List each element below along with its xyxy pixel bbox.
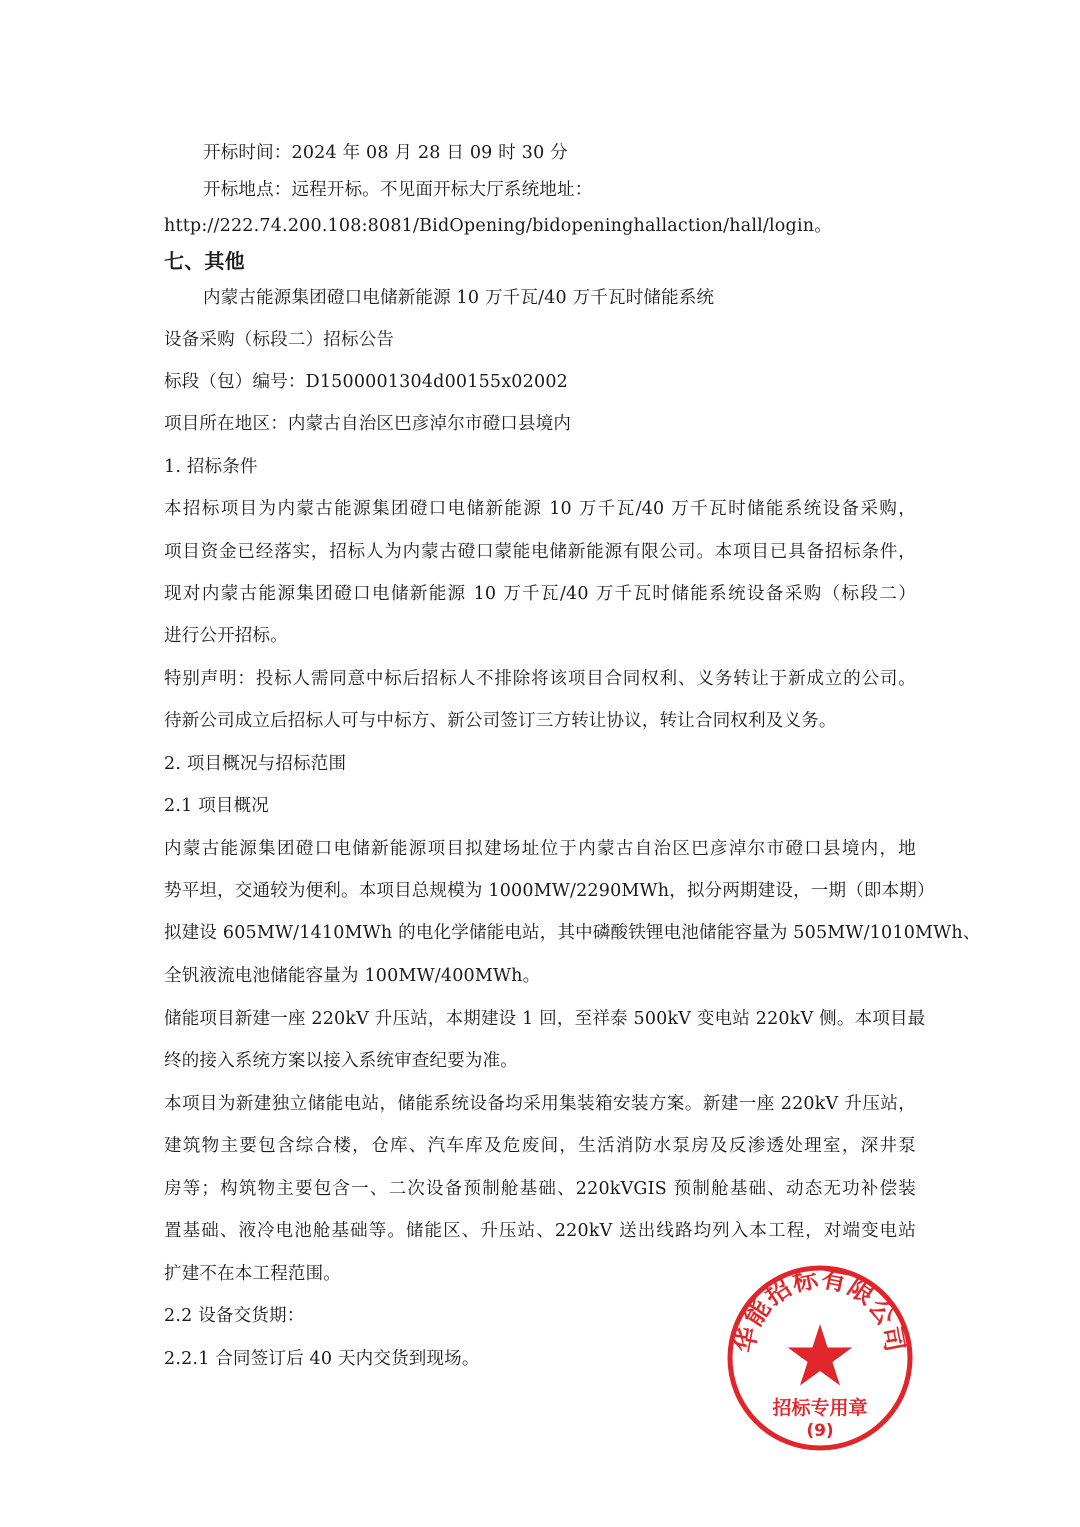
paragraph-line: 本项目为新建独立储能电站，储能系统设备均采用集装箱安装方案。新建一座 220kV 升压站， <box>164 1094 916 1114</box>
clause-2-2-heading: 2.2 设备交货期： <box>164 1306 305 1326</box>
paragraph-line: 全钒液流电池储能容量为 100MW/400MWh。 <box>164 966 541 986</box>
paragraph-line: 建筑物主要包含综合楼，仓库、汽车库及危废间，生活消防水泵房及反渗透处理室，深井泵 <box>164 1136 916 1156</box>
star-icon <box>788 1324 853 1386</box>
project-region: 项目所在地区：内蒙古自治区巴彦淖尔市磴口县境内 <box>164 414 572 434</box>
paragraph-line: 终的接入系统方案以接入系统审查纪要为准。 <box>164 1051 518 1071</box>
company-seal-stamp <box>724 1262 916 1454</box>
paragraph-line: 储能项目新建一座 220kV 升压站，本期建设 1 回，至祥泰 500kV 变电站 220kV 侧。本项目最 <box>164 1009 926 1029</box>
clause-2-heading: 2. 项目概况与招标范围 <box>164 754 347 774</box>
paragraph-line: 势平坦，交通较为便利。本项目总规模为 1000MW/2290MWh，拟分两期建设，一期（即本期） <box>164 881 935 901</box>
section-heading-other: 七、其他 <box>164 249 245 273</box>
paragraph-line: 置基础、液冷电池舱基础等。储能区、升压站、220kV 送出线路均列入本工程，对端变电站 <box>164 1221 916 1241</box>
paragraph-line: 扩建不在本工程范围。 <box>164 1264 341 1284</box>
clause-2-1-heading: 2.1 项目概况 <box>164 796 269 816</box>
paragraph-line: 房等；构筑物主要包含一、二次设备预制舱基础、220kVGIS 预制舱基础、动态无功补偿装 <box>164 1179 916 1199</box>
paragraph-line: 拟建设 605MW/1410MWh 的电化学储能电站，其中磷酸铁锂电池储能容量为 505MW/1010MWh、 <box>164 923 981 943</box>
announcement-title-line2: 设备采购（标段二）招标公告 <box>164 330 395 350</box>
seal-number: (9) <box>806 1421 834 1441</box>
paragraph-line: 内蒙古能源集团磴口电储新能源项目拟建场址位于内蒙古自治区巴彦淖尔市磴口县境内，地 <box>164 839 916 859</box>
announcement-title-line1: 内蒙古能源集团磴口电储新能源 10 万千瓦/40 万千瓦时储能系统 <box>203 288 715 308</box>
paragraph-line: 项目资金已经落实，招标人为内蒙古磴口蒙能电储新能源有限公司。本项目已具备招标条件， <box>164 542 916 562</box>
clause-2-2-1: 2.2.1 合同签订后 40 天内交货到现场。 <box>164 1349 480 1369</box>
paragraph-line: 现对内蒙古能源集团磴口电储新能源 10 万千瓦/40 万千瓦时储能系统设备采购（标段二） <box>164 584 916 604</box>
bid-opening-url: http://222.74.200.108:8081/BidOpening/bidopeninghallaction/hall/login。 <box>164 216 832 236</box>
special-statement-line1: 特别声明：投标人需同意中标后招标人不排除将该项目合同权利、义务转让于新成立的公司。 <box>164 669 916 689</box>
section-number: 标段（包）编号：D1500001304d00155x02002 <box>164 372 568 392</box>
bid-opening-time: 开标时间：2024 年 08 月 28 日 09 时 30 分 <box>203 143 568 163</box>
special-statement-line2: 待新公司成立后招标人可与中标方、新公司签订三方转让协议，转让合同权利及义务。 <box>164 711 837 731</box>
paragraph-line: 本招标项目为内蒙古能源集团磴口电储新能源 10 万千瓦/40 万千瓦时储能系统设备采购， <box>164 499 916 519</box>
bid-opening-place: 开标地点：远程开标。不见面开标大厅系统地址： <box>203 180 593 200</box>
seal-purpose: 招标专用章 <box>772 1397 868 1419</box>
clause-1-heading: 1. 招标条件 <box>164 457 258 477</box>
seal-company-name: 华能招标有限公司 <box>730 1263 910 1355</box>
paragraph-line: 进行公开招标。 <box>164 626 288 646</box>
